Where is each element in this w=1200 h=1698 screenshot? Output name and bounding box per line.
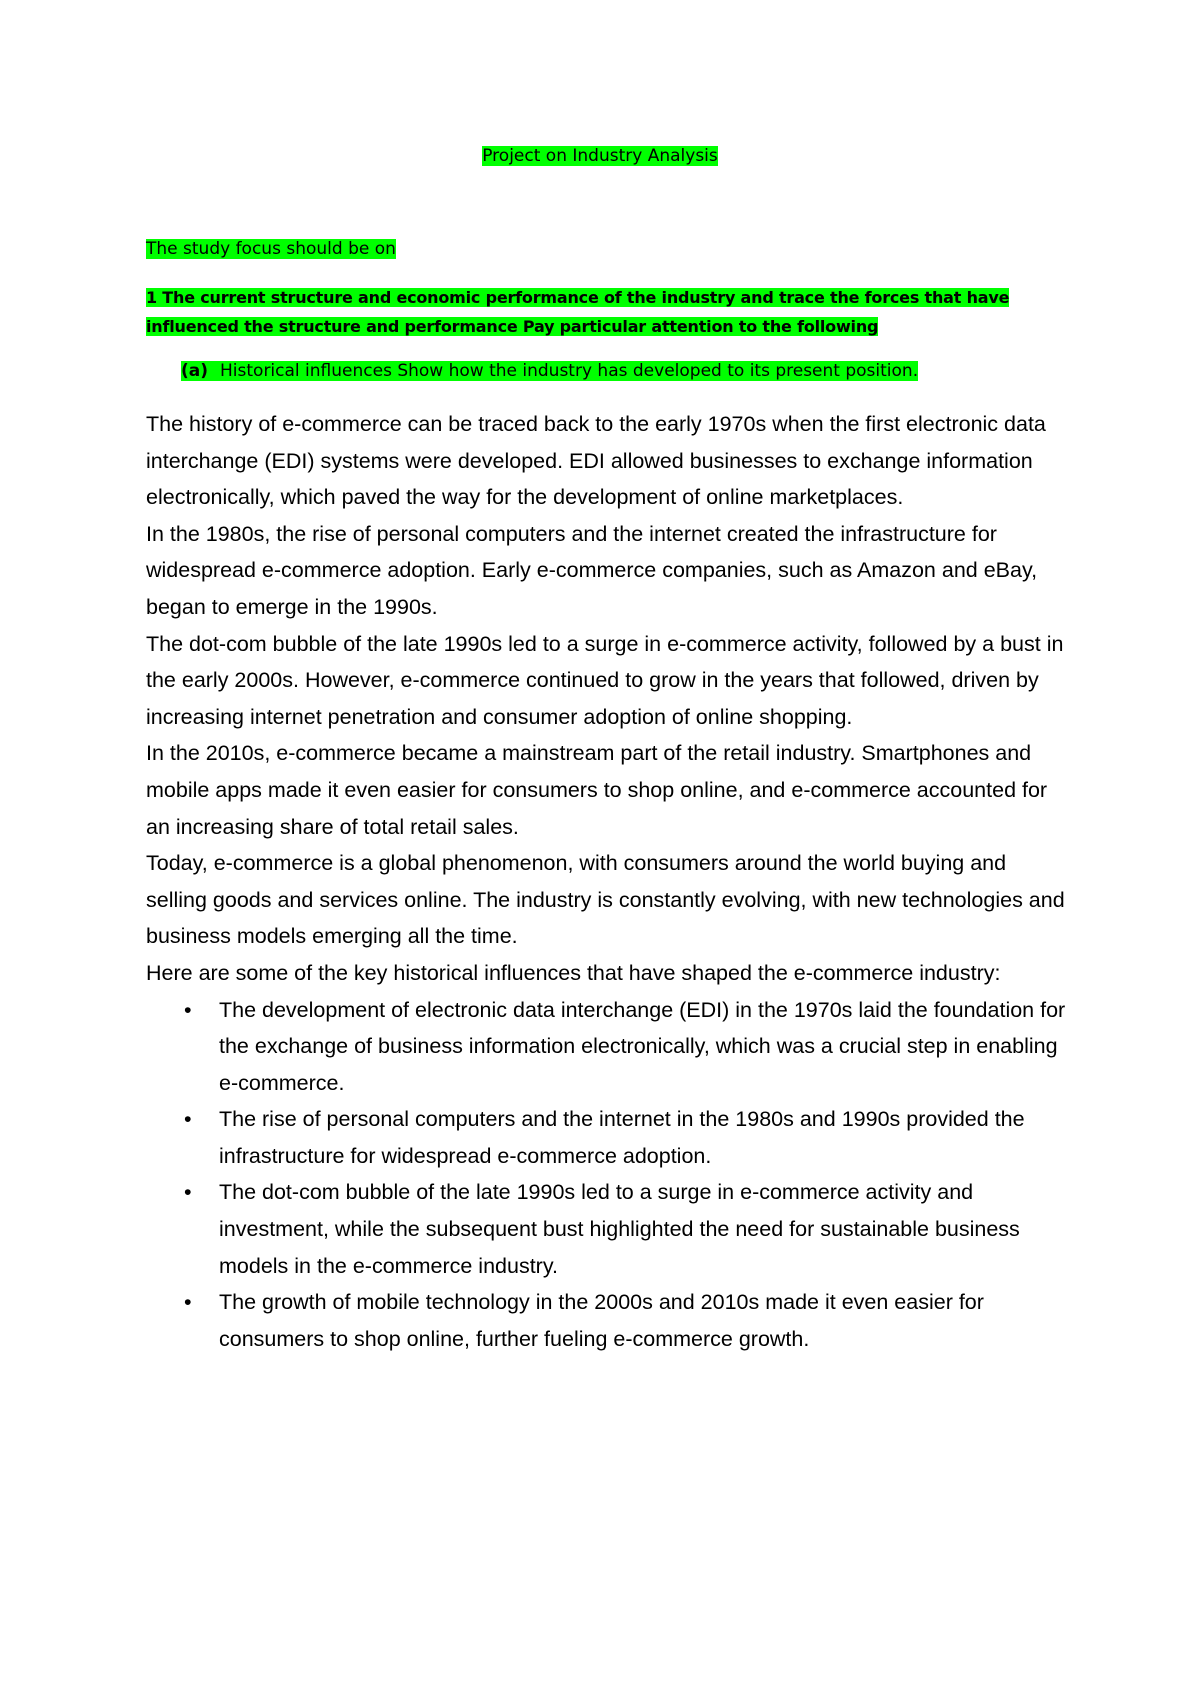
paragraph: Today, e-commerce is a global phenomenon, with consumers around the world buying and selling goods and services online. The industry is constantly evolving, with new technologies and business models emerging all the time. [146,851,1065,949]
bullet-icon: • [184,1180,192,1205]
subsection-text: Historical influences Show how the industry has developed to its present position. [220,361,919,381]
body-text [146,406,1066,1357]
paragraph: The dot-com bubble of the late 1990s led to a surge in e-commerce activity, followed by a bust in the early 2000s. However, e-commerce continued to grow in the years that followed, driven by increasing internet penetration and consumer adoption of online shopping. [146,631,1064,729]
paragraph: Here are some of the key historical influences that have shaped the e-commerce industry: [146,960,1001,985]
bullet-icon: • [184,997,192,1022]
bullet-item [146,1101,1066,1174]
subsection-a-heading [181,360,918,382]
paragraph: The history of e-commerce can be traced back to the early 1970s when the first electronic data interchange (EDI) systems were developed. EDI allowed businesses to exchange information electronically, which paved the way for the development of online marketplaces. [146,412,1046,510]
bullet-text: The development of electronic data interchange (EDI) in the 1970s laid the foundation for the exchange of business information electronically, which was a crucial step in enabling e-commerce. [219,997,1066,1095]
document-title [0,145,1200,167]
bullet-item [146,1284,1066,1357]
paragraph: In the 2010s, e-commerce became a mainstream part of the retail industry. Smartphones and mobile apps made it even easier for consumers to shop online, and e-commerce accounted for an increasing share of total retail sales. [146,741,1048,839]
section-1-heading [146,283,1056,341]
paragraph: In the 1980s, the rise of personal computers and the internet created the infrastructure for widespread e-commerce adoption. Early e-commerce companies, such as Amazon and eBay, began to emerge in the 1990s. [146,521,1038,619]
section-1-text: 1 The current structure and economic performance of the industry and trace the forces that have influenced the structure and performance Pay particular attention to the following [146,288,1010,336]
bullet-item [146,1174,1066,1284]
bullet-item [146,992,1066,1102]
bullet-text: The growth of mobile technology in the 2000s and 2010s made it even easier for consumers to shop online, further fueling e-commerce growth. [219,1290,984,1351]
bullet-icon: • [184,1290,192,1315]
bullet-list [146,992,1066,1358]
bullet-icon: • [184,1107,192,1132]
bullet-text: The rise of personal computers and the internet in the 1980s and 1990s provided the infrastructure for widespread e-commerce adoption. [219,1107,1025,1168]
subsection-a-highlight [181,361,918,381]
title-text: Project on Industry Analysis [482,146,718,166]
bullet-text: The dot-com bubble of the late 1990s led to a surge in e-commerce activity and investment, while the subsequent bust highlighted the need for sustainable business models in the e-commerce industry. [219,1180,1020,1278]
subsection-label: (a) [181,361,209,381]
focus-heading-text: The study focus should be on [146,239,396,259]
focus-heading [146,238,396,260]
